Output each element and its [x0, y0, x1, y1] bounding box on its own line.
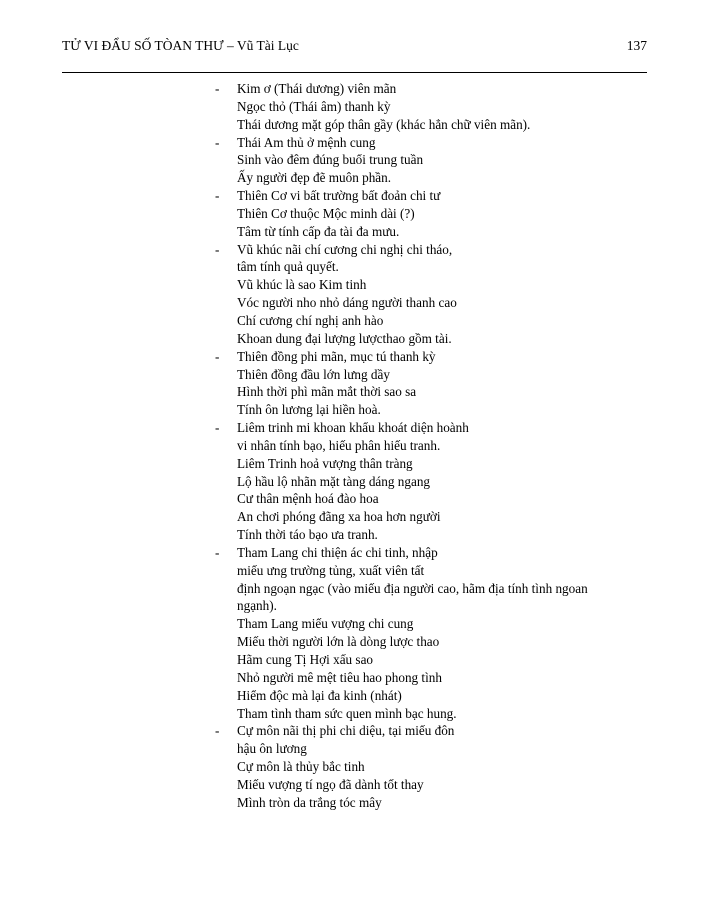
entry-line: Thái Am thủ ở mệnh cung — [237, 134, 376, 150]
entry-line: Ngọc thỏ (Thái âm) thanh kỳ — [237, 98, 391, 114]
entry-bullet: - — [215, 81, 220, 96]
entry-line: Sinh vào đêm đúng buổi trung tuần — [237, 152, 424, 168]
entry-line: Kim ơ (Thái dương) viên mãn — [237, 81, 397, 96]
page-header — [62, 38, 647, 54]
entry-line: Thiên đồng đầu lớn lưng dầy — [237, 366, 390, 382]
entry-lines — [237, 722, 645, 811]
entry-line: Tham Lang chi thiện ác chi tinh, nhập — [237, 544, 438, 560]
entry-bullet: - — [215, 348, 220, 364]
document-entry — [215, 80, 645, 134]
entry-line: Tính ôn lương lại hiền hoà. — [237, 402, 381, 418]
entry-bullet: - — [215, 420, 220, 436]
entry-line: vi nhân tính bạo, hiếu phân hiếu tranh. — [237, 437, 441, 453]
entry-line: An chơi phóng đãng xa hoa hơn người — [237, 509, 441, 525]
entry-line: Tâm từ tính cấp đa tài đa mưu. — [237, 223, 400, 239]
entry-line: Thiên đồng phi mãn, mục tú thanh kỳ — [237, 348, 436, 364]
entry-lines — [237, 544, 645, 722]
document-entry — [215, 722, 645, 811]
entry-lines — [237, 348, 645, 419]
entry-line: Miếu vượng tí ngọ đã dành tốt thay — [237, 776, 424, 792]
entry-line: Liêm Trinh hoả vượng thân tràng — [237, 455, 413, 471]
entry-line: Cư thân mệnh hoá đào hoa — [237, 491, 379, 507]
entry-lines — [237, 134, 645, 188]
entry-line: Tham tình tham sức quen mình bạc hung. — [237, 705, 457, 721]
entry-line: tâm tính quả quyết. — [237, 259, 339, 275]
entry-line: Thiên Cơ vi bất trường bất đoản chi tư — [237, 188, 441, 204]
entry-line: Vóc người nho nhỏ dáng người thanh cao — [237, 295, 457, 311]
document-body — [215, 80, 645, 812]
entry-line: Hiểm độc mà lại đa kinh (nhát) — [237, 687, 402, 703]
entry-line: Mình tròn da trắng tóc mây — [237, 794, 382, 810]
entry-line: Hình thời phì mãn mắt thời sao sa — [237, 384, 417, 400]
document-entry — [215, 348, 645, 419]
entry-line: Cự môn nãi thị phi chi diệu, tại miếu đôn — [237, 723, 455, 739]
header-divider — [62, 72, 647, 73]
entry-bullet: - — [215, 544, 220, 560]
entry-bullet: - — [215, 188, 220, 204]
entry-line: Miếu thời người lớn là dòng lược thao — [237, 634, 440, 650]
document-entry — [215, 134, 645, 188]
header-title: TỬ VI ĐẨU SỐ TÒAN THƯ – Vũ Tài Lục — [62, 38, 299, 53]
entry-line: Chí cương chí nghị anh hào — [237, 312, 384, 328]
entry-line: định ngoạn ngạc (vào miếu địa người cao, hãm địa tính tình ngoan — [237, 580, 588, 596]
entry-line: Cự môn là thủy bắc tinh — [237, 759, 365, 775]
entry-line: Khoan dung đại lượng lượcthao gồm tài. — [237, 330, 452, 346]
document-entry — [215, 187, 645, 241]
entry-line: Vũ khúc là sao Kim tinh — [237, 277, 367, 293]
entry-lines — [237, 80, 645, 134]
entry-bullet: - — [215, 723, 220, 739]
entry-lines — [237, 241, 645, 348]
entry-line: Nhỏ người mê mệt tiêu hao phong tình — [237, 669, 442, 685]
entry-lines — [237, 187, 645, 241]
document-entry — [215, 419, 645, 544]
entry-line: Thái dương mặt góp thân gầy (khác hẳn chữ viên mãn). — [237, 116, 531, 132]
entry-bullet: - — [215, 134, 220, 150]
entry-line: Thiên Cơ thuộc Mộc minh dài (?) — [237, 205, 415, 221]
entry-line: miếu ưng trường tủng, xuất viên tất — [237, 562, 425, 578]
entry-line: Hãm cung Tị Hợi xấu sao — [237, 652, 374, 667]
header-page-number: 137 — [626, 38, 647, 53]
entry-line: Tính thời táo bạo ưa tranh. — [237, 527, 378, 543]
entry-bullet: - — [215, 241, 220, 257]
entry-line: Vũ khúc nãi chí cương chi nghị chi tháo, — [237, 241, 453, 257]
entry-line: hậu ôn lương — [237, 741, 307, 757]
document-entry — [215, 544, 645, 722]
entry-line: Tham Lang miếu vượng chi cung — [237, 616, 414, 632]
entry-line: Liêm trinh mi khoan khẩu khoát diện hoành — [237, 420, 469, 436]
document-entry — [215, 241, 645, 348]
entry-line: Lộ hầu lộ nhãn mặt tàng dáng ngang — [237, 473, 431, 489]
entry-lines — [237, 419, 645, 544]
entry-line: ngạnh). — [237, 598, 277, 614]
entry-line: Ấy người đẹp đẽ muôn phần. — [237, 170, 392, 186]
